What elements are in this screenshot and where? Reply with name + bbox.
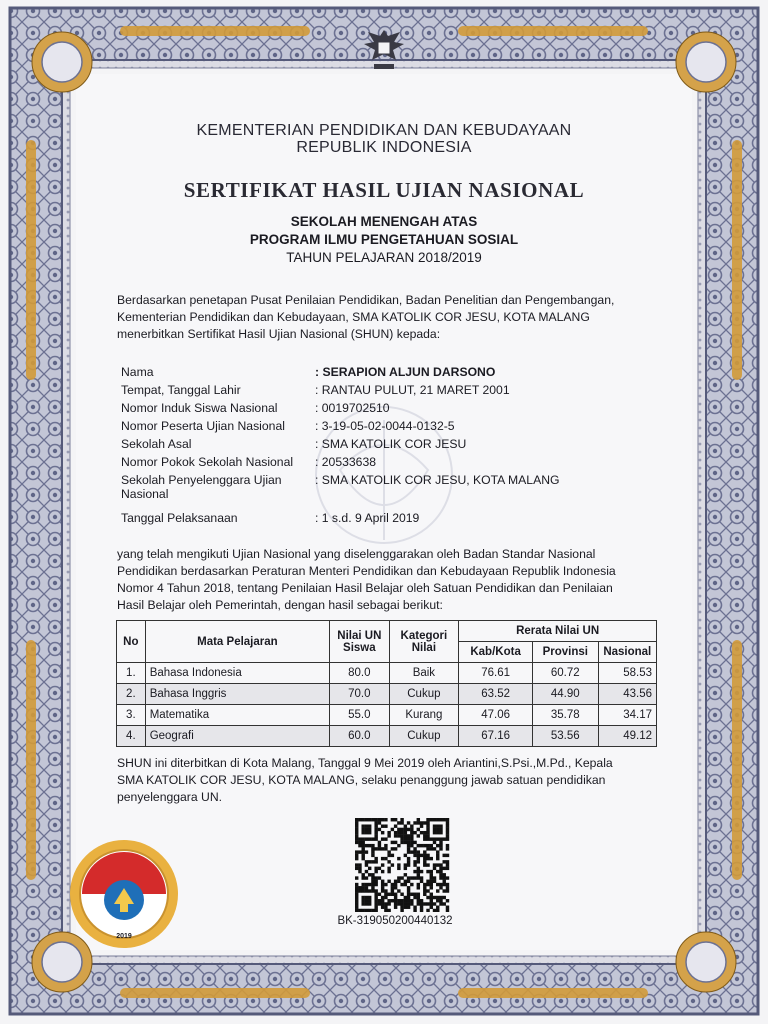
- npsn-label: Nomor Pokok Sekolah Nasional: [121, 455, 294, 469]
- qr-code-label: BK-319050200440132: [337, 915, 453, 927]
- row-subject: Bahasa Inggris: [145, 684, 329, 705]
- badge-year: 2019: [116, 933, 132, 940]
- table-row: [117, 684, 657, 705]
- program-name: PROGRAM ILMU PENGETAHUAN SOSIAL: [249, 232, 519, 247]
- school-value: : SMA KATOLIK COR JESU: [315, 437, 467, 451]
- organizer-label-line: Nasional: [121, 487, 169, 501]
- npsn-value: : 20533638: [315, 455, 376, 469]
- birth-value: : RANTAU PULUT, 21 MARET 2001: [315, 383, 510, 397]
- row-subject: Geografi: [145, 726, 329, 747]
- row-no: 2.: [117, 684, 146, 705]
- school-label: Sekolah Asal: [121, 437, 192, 451]
- row-kab: 63.52: [459, 684, 533, 705]
- row-prov: 60.72: [532, 663, 598, 684]
- closing-line: penyelenggara UN.: [117, 790, 223, 804]
- row-kab: 76.61: [459, 663, 533, 684]
- row-subject: Matematika: [145, 705, 329, 726]
- grades-table: [116, 620, 657, 747]
- exam-date-value: : 1 s.d. 9 April 2019: [315, 511, 420, 525]
- row-category: Baik: [389, 663, 459, 684]
- closing-line: SMA KATOLIK COR JESU, KOTA MALANG, selaku penanggung jawab satuan pendidikan: [117, 773, 606, 787]
- row-score: 70.0: [330, 684, 389, 705]
- organizer-label: [121, 473, 311, 501]
- statement-line: yang telah mengikuti Ujian Nasional yang diselenggarakan oleh Badan Standar Nasional: [117, 547, 596, 561]
- exam-number-label: Nomor Peserta Ujian Nasional: [121, 419, 285, 433]
- header-nas: Nasional: [598, 642, 656, 663]
- intro-paragraph: [117, 292, 657, 343]
- intro-line: menerbitkan Sertifikat Hasil Ujian Nasional (SHUN) kepada:: [117, 327, 441, 341]
- tut-wuri-handayani-badge: [62, 838, 186, 950]
- row-category: Cukup: [389, 684, 459, 705]
- row-no: 4.: [117, 726, 146, 747]
- organizer-value: : SMA KATOLIK COR JESU, KOTA MALANG: [315, 473, 560, 487]
- row-no: 3.: [117, 705, 146, 726]
- intro-line: Berdasarkan penetapan Pusat Penilaian Pendidikan, Badan Penelitian dan Pengembangan,: [117, 293, 615, 307]
- table-row: [117, 663, 657, 684]
- row-kab: 47.06: [459, 705, 533, 726]
- row-kab: 67.16: [459, 726, 533, 747]
- closing-paragraph: [117, 755, 657, 806]
- exam-date-label: Tanggal Pelaksanaan: [121, 511, 238, 525]
- school-level: SEKOLAH MENENGAH ATAS: [290, 214, 478, 229]
- qr-code-icon: [350, 818, 454, 912]
- birth-label: Tempat, Tanggal Lahir: [121, 383, 241, 397]
- row-nas: 49.12: [598, 726, 656, 747]
- header-average: Rerata Nilai UN: [459, 621, 657, 642]
- organizer-label-line: Sekolah Penyelenggara Ujian: [121, 473, 282, 487]
- header-prov: Provinsi: [532, 642, 598, 663]
- table-row: [117, 726, 657, 747]
- header-kab: Kab/Kota: [459, 642, 533, 663]
- statement-line: Hasil Belajar oleh Pemerintah, dengan hasil sebagai berikut:: [117, 598, 443, 612]
- country-name: REPUBLIK INDONESIA: [296, 139, 472, 156]
- closing-line: SHUN ini diterbitkan di Kota Malang, Tanggal 9 Mei 2019 oleh Ariantini,S.Psi.,M.Pd., Kepala: [117, 756, 613, 770]
- name-value: : SERAPION ALJUN DARSONO: [315, 365, 496, 379]
- certificate-title: SERTIFIKAT HASIL UJIAN NASIONAL: [183, 178, 585, 202]
- row-prov: 35.78: [532, 705, 598, 726]
- exam-number-value: : 3-19-05-02-0044-0132-5: [315, 419, 455, 433]
- row-prov: 44.90: [532, 684, 598, 705]
- academic-year: TAHUN PELAJARAN 2018/2019: [286, 250, 482, 265]
- statement-paragraph: [117, 546, 657, 614]
- row-nas: 43.56: [598, 684, 656, 705]
- row-prov: 53.56: [532, 726, 598, 747]
- row-score: 60.0: [330, 726, 389, 747]
- name-label: Nama: [121, 365, 154, 379]
- nisn-value: : 0019702510: [315, 401, 390, 415]
- row-nas: 34.17: [598, 705, 656, 726]
- garuda-emblem-icon: [360, 26, 408, 72]
- row-nas: 58.53: [598, 663, 656, 684]
- statement-line: Pendidikan berdasarkan Peraturan Menteri Pendidikan dan Kebudayaan Republik Indonesia: [117, 564, 616, 578]
- row-no: 1.: [117, 663, 146, 684]
- header-no: No: [117, 621, 146, 663]
- header-score: Nilai UN Siswa: [330, 621, 389, 663]
- statement-line: Nomor 4 Tahun 2018, tentang Penilaian Hasil Belajar oleh Satuan Pendidikan dan Penilaian: [117, 581, 613, 595]
- row-score: 55.0: [330, 705, 389, 726]
- row-score: 80.0: [330, 663, 389, 684]
- row-subject: Bahasa Indonesia: [145, 663, 329, 684]
- nisn-label: Nomor Induk Siswa Nasional: [121, 401, 278, 415]
- row-category: Kurang: [389, 705, 459, 726]
- header-subject: Mata Pelajaran: [145, 621, 329, 663]
- ministry-name: KEMENTERIAN PENDIDIKAN DAN KEBUDAYAAN: [196, 122, 572, 139]
- row-category: Cukup: [389, 726, 459, 747]
- intro-line: Kementerian Pendidikan dan Kebudayaan, SMA KATOLIK COR JESU, KOTA MALANG: [117, 310, 590, 324]
- header-category: Kategori Nilai: [389, 621, 459, 663]
- table-row: [117, 705, 657, 726]
